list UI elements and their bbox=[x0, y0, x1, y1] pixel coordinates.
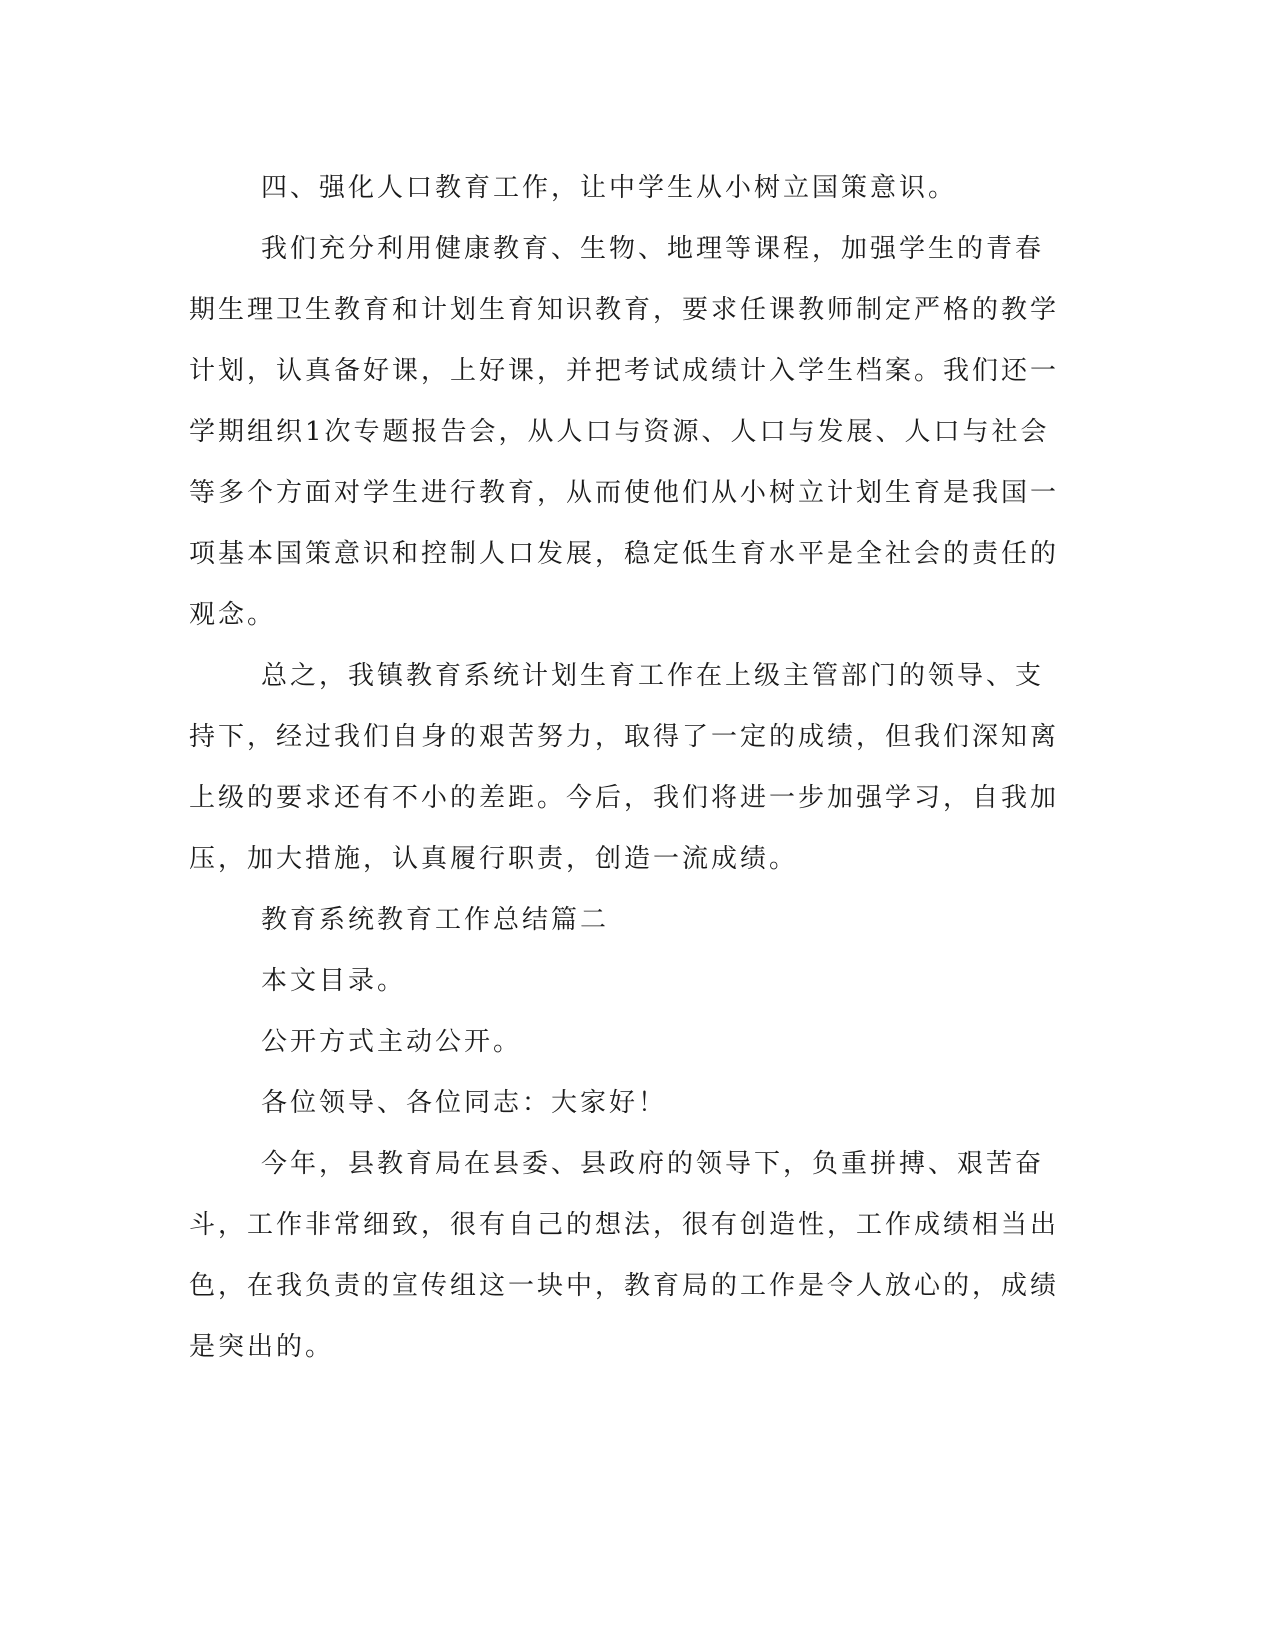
table-of-contents-label: 本文目录。 bbox=[261, 966, 407, 996]
paragraph-population-education: 我们充分利用健康教育、生物、地理等课程，加强学生的青春期生理卫生教育和计划生育知识教育，要求任课教师制定严格的教学计划，认真备好课，上好课，并把考试成绩计入学生档案。我们还一学期组织1次专题报告会，从人口与资源、人口与发展、人口与社会等多个方面对学生进行教育，从而使他们从小树立计划生育是我国一项基本国策意识和控制人口发展，稳定低生育水平是全社会的责任的观念。 bbox=[189, 234, 1060, 630]
document-body bbox=[189, 158, 1059, 1378]
paragraph-summary: 总之，我镇教育系统计划生育工作在上级主管部门的领导、支持下，经过我们自身的艰苦努力，取得了一定的成绩，但我们深知离上级的要求还有不小的差距。今后，我们将进一步加强学习，自我加压，加大措施，认真履行职责，创造一流成绩。 bbox=[189, 661, 1060, 874]
paragraph-county-education-bureau: 今年，县教育局在县委、县政府的领导下，负重拼搏、艰苦奋斗，工作非常细致，很有自己的想法，很有创造性，工作成绩相当出色，在我负责的宣传组这一块中，教育局的工作是令人放心的，成绩是突出的。 bbox=[189, 1149, 1060, 1362]
greeting-line: 各位领导、各位同志：大家好！ bbox=[261, 1088, 668, 1118]
article-title-part-two: 教育系统教育工作总结篇二 bbox=[261, 905, 610, 935]
disclosure-method: 公开方式主动公开。 bbox=[261, 1027, 523, 1057]
section-heading-four: 四、强化人口教育工作，让中学生从小树立国策意识。 bbox=[261, 173, 958, 203]
